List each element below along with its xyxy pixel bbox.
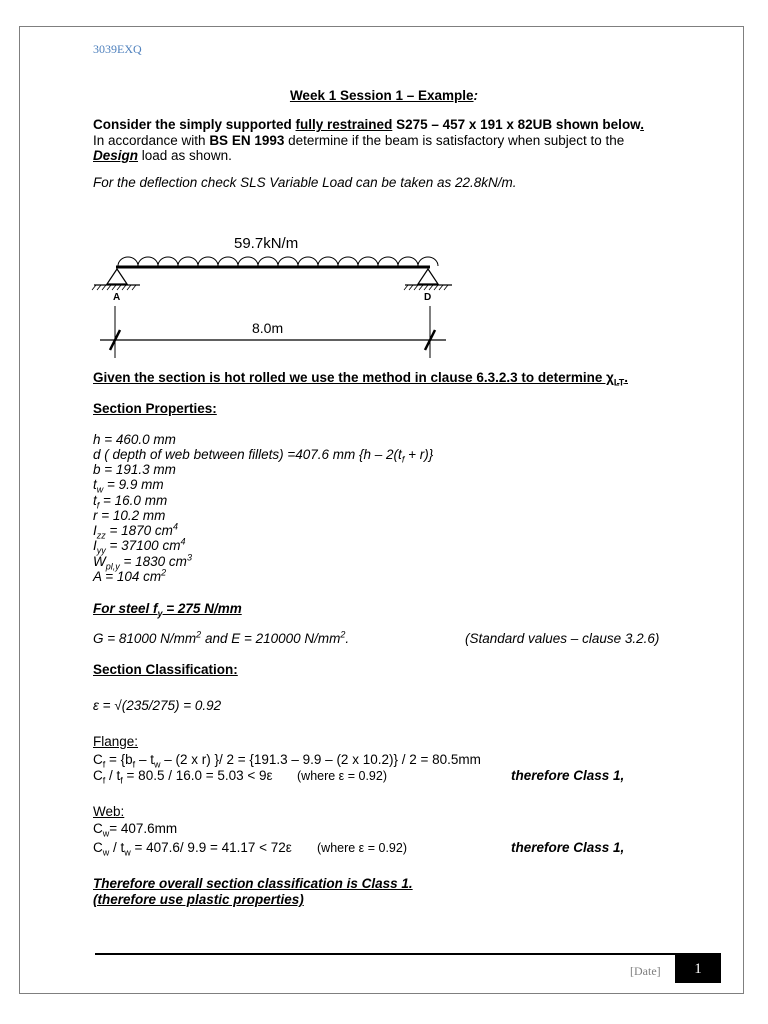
overall-classification: Therefore overall section classification is Class 1. — [93, 876, 413, 891]
flange-label: Flange: — [93, 734, 139, 749]
web-where: (where ε = 0.92) — [317, 841, 407, 855]
beam-diagram — [0, 0, 768, 380]
prop-iyy: $I_{yy} = 37100$ $cm^4$ — [93, 536, 186, 556]
intro-line-3: Design load as shown. — [93, 148, 232, 163]
load-label: 59.7kN/m — [234, 235, 299, 252]
steel-strength: For steel $f_y = 275$ N/mm — [93, 601, 242, 619]
classification-heading: Section Classification: — [93, 662, 238, 677]
page-title: Week 1 Session 1 – Example: — [289, 88, 479, 103]
web-calc-1: $C_w= 407.6mm$ — [93, 821, 178, 839]
hatch-a — [92, 285, 136, 290]
deflection-note: For the deflection check SLS Variable Load can be taken as 22.8kN/m. — [93, 175, 517, 190]
prop-tf: $t_f = 16.0$ mm — [93, 493, 168, 511]
prop-area: A = 104 $cm^2$ — [93, 567, 167, 584]
load-arcs — [118, 257, 438, 266]
web-label: Web: — [93, 804, 125, 819]
web-result: therefore Class 1, — [511, 840, 625, 855]
prop-h: h = 460.0 mm — [93, 432, 176, 447]
prop-d: d ( depth of web between fillets) =407.6 mm $\{h - 2(t_f + r)\}$ — [93, 447, 434, 465]
support-d — [418, 269, 438, 284]
moduli-line: G = 81000 $N/mm^2$ and E = 210000 $N/mm^2$. — [93, 629, 350, 646]
epsilon-line: ε = √(235/275) = 0.92 — [93, 698, 222, 713]
moduli-note: (Standard values – clause 3.2.6) — [465, 631, 660, 646]
flange-calc-1: $C_f = \{b_f - t_w - (2$ x r) }/ 2 = {191.3 – 9.9 – (2 x 10.2)} / 2 = 80.5mm — [93, 752, 481, 770]
support-d-label: D — [424, 292, 432, 303]
method-heading: Given the section is hot rolled we use the method in clause 6.3.2.3 to determine $\chi_{LT}$. — [93, 370, 628, 388]
flange-where: (where ε = 0.92) — [297, 769, 387, 783]
support-a — [107, 269, 127, 284]
prop-tw: $t_w = 9.9$ mm — [93, 477, 164, 495]
flange-calc-2: $C_f / t_f = 80.5 / 16.0 = 5.03 < 9\varepsilon$ — [93, 768, 273, 786]
plastic-note: (therefore use plastic properties) — [93, 892, 304, 907]
page-number: 1 — [675, 955, 721, 983]
support-a-label: A — [113, 292, 121, 303]
span-label: 8.0m — [252, 320, 284, 336]
intro-line-1: Consider the simply supported fully restrained S275 – 457 x 191 x 82UB shown below. — [93, 117, 644, 132]
prop-wply: $W_{pl,y} = 1830$ $cm^3$ — [93, 552, 192, 572]
footer-divider — [95, 953, 721, 955]
prop-izz: $I_{zz} = 1870$ $cm^4$ — [93, 521, 178, 541]
footer-date: [Date] — [630, 964, 661, 978]
section-properties-heading: Section Properties: — [93, 401, 217, 416]
web-calc-2: $C_w / t_w = 407.6/$ 9.9 = 41.17 < 72ε — [93, 840, 292, 858]
flange-result: therefore Class 1, — [511, 768, 625, 783]
document-code: 3039EXQ — [93, 42, 142, 56]
prop-r: r = 10.2 mm — [93, 508, 166, 523]
hatch-d — [404, 285, 448, 290]
intro-line-2: In accordance with BS EN 1993 determine if the beam is satisfactory when subject to the — [93, 133, 625, 148]
prop-b: b = 191.3 mm — [93, 462, 176, 477]
